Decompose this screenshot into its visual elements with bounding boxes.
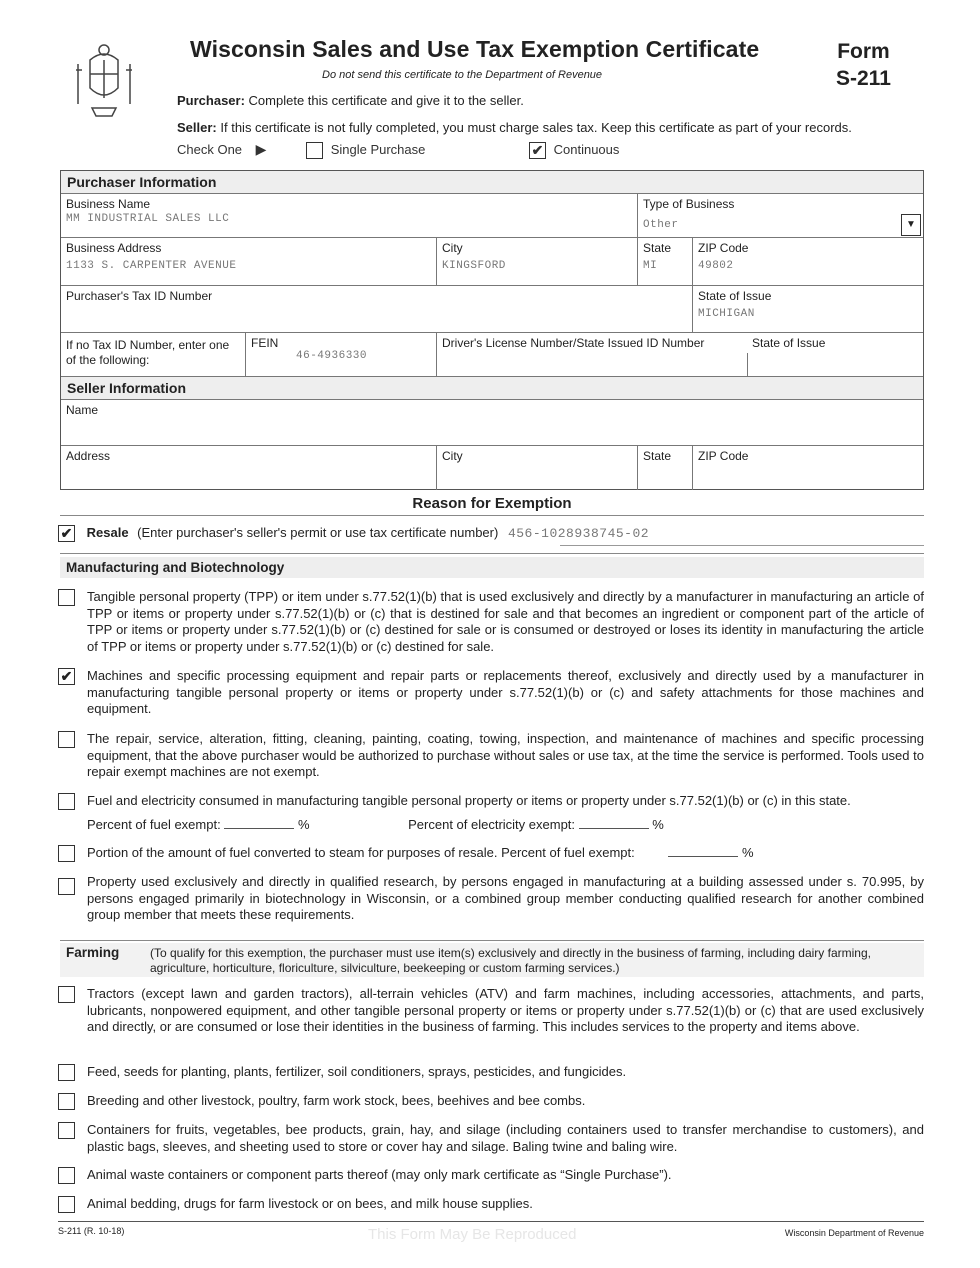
manufacturing-item — [58, 793, 924, 833]
item-text: Machines and specific processing equipment and repair parts or replacements thereof, exclusively and directly used by a manufacturer in manufacturing tangible personal property or items or property under s.77.52(1)(b) or (c) and safety attachments for those machines and equipment. — [87, 668, 924, 716]
zip-value: 49802 — [698, 260, 734, 272]
seller-name-label: Name — [66, 403, 99, 417]
continuous-label: Continuous — [553, 142, 620, 157]
reason-title: Reason for Exemption — [412, 495, 572, 512]
footer-department: Wisconsin Department of Revenue — [784, 1228, 924, 1238]
manufacturing-item — [58, 874, 924, 924]
item-text: Animal waste containers or component parts thereof (may only mark certificate as “Single Purchase”). — [87, 1167, 672, 1182]
city-label: City — [442, 241, 463, 255]
business-name-field[interactable] — [61, 194, 638, 238]
form-number-value: S-211 — [836, 67, 891, 90]
item-text: Breeding and other livestock, poultry, farm work stock, bees, beehives and bee combs. — [87, 1093, 586, 1108]
item-checkbox[interactable] — [58, 1196, 75, 1213]
item-checkbox[interactable] — [58, 878, 75, 895]
fuel-percent-label: Percent of fuel exempt: — [87, 816, 221, 832]
footer-watermark: This Form May Be Reproduced — [368, 1226, 577, 1243]
farming-item — [58, 1064, 924, 1081]
electricity-percent-input[interactable] — [579, 828, 649, 829]
purchaser-text: Complete this certificate and give it to the seller. — [248, 93, 524, 108]
farming-header — [60, 943, 924, 977]
footer-form-revision: S-211 (R. 10-18) — [58, 1226, 125, 1236]
item-checkbox[interactable] — [58, 1064, 75, 1081]
purchaser-label: Purchaser: — [177, 93, 245, 108]
state-label: State — [643, 241, 672, 255]
farming-item — [58, 1167, 924, 1184]
fuel-percent-input[interactable] — [224, 828, 294, 829]
state-of-issue-value: MICHIGAN — [698, 308, 755, 320]
no-tax-id-label: If no Tax ID Number, enter one of the following: — [61, 333, 246, 377]
check-one-label: Check One — [177, 142, 243, 157]
item-checkbox[interactable] — [58, 1122, 75, 1139]
pct-sign: % — [742, 845, 754, 860]
manufacturing-item — [58, 589, 924, 655]
tax-id-label: Purchaser's Tax ID Number — [66, 289, 213, 303]
fein-field[interactable] — [246, 333, 437, 377]
address-value: 1133 S. CARPENTER AVENUE — [66, 260, 237, 272]
tax-id-field[interactable] — [61, 286, 693, 333]
wisconsin-seal-logo — [68, 40, 140, 118]
zip-field[interactable] — [693, 238, 923, 286]
subtitle: Do not send this certificate to the Department of Revenue — [322, 69, 603, 81]
item-text: Property used exclusively and directly in qualified research, by persons engaged in manufacturing at a building assessed under s. 70.995, by persons engaged primarily in biotechnology in Wisconsin, or a combined group member conducting qualified research for another combined group member that meets these requirements. — [87, 874, 924, 922]
seller-zip-field[interactable] — [693, 446, 923, 490]
dl-state-of-issue-field[interactable] — [747, 333, 923, 377]
item-checkbox[interactable] — [58, 731, 75, 748]
resale-text: (Enter purchaser's seller's permit or use tax certificate number) — [137, 525, 499, 540]
seller-city-field[interactable] — [437, 446, 638, 490]
single-purchase-label: Single Purchase — [330, 142, 426, 157]
farming-item — [58, 1093, 924, 1110]
seller-address-label: Address — [66, 449, 111, 463]
item-text: Portion of the amount of fuel converted to steam for purposes of resale. Percent of fuel exempt: — [87, 845, 635, 860]
item-checkbox[interactable] — [58, 845, 75, 862]
item-checkbox[interactable] — [58, 793, 75, 810]
chevron-down-icon[interactable]: ▼ — [901, 214, 921, 236]
item-text: Containers for fruits, vegetables, bee products, grain, hay, and silage (including containers used to transfer merchandise to customers), and plastic bags, sleeves, and sheeting used to store or cover hay and silage. Baling twine and baling wire. — [87, 1122, 924, 1154]
manufacturing-item — [58, 668, 924, 718]
item-text: Tangible personal property (TPP) or item under s.77.52(1)(b) that is used exclusively and directly by a manufacturer in manufacturing an article of TPP or items or property under s.77.52(1)(b) or (c) that is destined for sale and that becomes an ingredient or component part of the article of TPP or items or property under s.77.52(1)(b) or (c) destined for sale or is consumed or destroyed or loses its identity in manufacturing the article of TPP or items or property under s.77.52(1)(b) or (c) destined for sale. — [87, 589, 924, 654]
manufacturing-item — [58, 845, 924, 862]
seller-instruction — [177, 120, 852, 135]
purchaser-instruction — [177, 93, 524, 108]
item-text: Fuel and electricity consumed in manufacturing tangible personal property or items or property under s.77.52(1)(b) or (c) in this state. — [87, 793, 851, 808]
business-name-value: MM INDUSTRIAL SALES LLC — [66, 213, 230, 225]
dl-label: Driver's License Number/State Issued ID Number — [442, 336, 705, 350]
fein-value: 46-4936330 — [296, 350, 368, 362]
seller-text: If this certificate is not fully completed, you must charge sales tax. Keep this certificate as part of your records. — [220, 120, 852, 135]
business-address-field[interactable] — [61, 238, 437, 286]
seller-name-field[interactable] — [61, 400, 923, 446]
drivers-license-field[interactable] — [437, 333, 747, 377]
form-title: Wisconsin Sales and Use Tax Exemption Certificate — [190, 36, 760, 62]
pct-sign: % — [652, 816, 664, 832]
type-value: Other — [643, 219, 679, 231]
address-label: Business Address — [66, 241, 162, 255]
resale-number[interactable]: 456-1028938745-02 — [507, 526, 650, 541]
form-label: Form — [837, 40, 890, 63]
dl-state-label: State of Issue — [752, 336, 826, 350]
type-of-business-select[interactable] — [638, 194, 923, 238]
item-checkbox[interactable] — [58, 986, 75, 1003]
seller-address-field[interactable] — [61, 446, 437, 490]
city-value: KINGSFORD — [442, 260, 506, 272]
seller-state-label: State — [643, 449, 672, 463]
resale-row — [58, 525, 649, 542]
farming-item — [58, 1196, 924, 1213]
farming-title: Farming — [66, 945, 120, 960]
item-checkbox[interactable] — [58, 1167, 75, 1184]
item-text: The repair, service, alteration, fitting, cleaning, painting, coating, towing, inspection, and maintenance of machines and specific processing equipment, that the above purchaser would be authorized to purchase without sales or use tax, at the time the service is performed. Tools used to repair exempt machines are not exempt. — [87, 731, 924, 779]
fein-label: FEIN — [251, 336, 279, 350]
manufacturing-item — [58, 731, 924, 781]
business-name-label: Business Name — [66, 197, 151, 211]
item-checkbox[interactable]: ✔ — [58, 668, 75, 685]
farming-note: (To qualify for this exemption, the purchaser must use item(s) exclusively and directly in the business of farming, including dairy farming, agriculture, horticulture, floriculture, silviculture, beekeeping or custom farming services.) — [150, 946, 871, 975]
city-field[interactable] — [437, 238, 638, 286]
arrow-right-icon: ▶ — [255, 141, 267, 157]
state-field[interactable] — [638, 238, 693, 286]
state-of-issue-label: State of Issue — [698, 289, 772, 303]
steam-fuel-percent-input[interactable] — [668, 856, 738, 857]
form-number — [836, 38, 891, 92]
check-one-row — [177, 141, 619, 159]
item-checkbox[interactable] — [58, 589, 75, 606]
item-text: Feed, seeds for planting, plants, fertilizer, soil conditioners, sprays, pesticides, and fungicides. — [87, 1064, 627, 1079]
manufacturing-header: Manufacturing and Biotechnology — [60, 557, 924, 578]
purchaser-section-header: Purchaser Information — [61, 171, 923, 194]
electricity-percent-label: Percent of electricity exempt: — [408, 816, 576, 832]
item-text: Animal bedding, drugs for farm livestock or on bees, and milk house supplies. — [87, 1196, 533, 1211]
type-label: Type of Business — [643, 197, 735, 211]
state-of-issue-field[interactable] — [693, 286, 923, 333]
single-purchase-checkbox[interactable] — [306, 142, 323, 159]
continuous-checkbox[interactable]: ✔ — [529, 142, 546, 159]
state-value: MI — [643, 260, 658, 272]
seller-zip-label: ZIP Code — [698, 449, 749, 463]
item-text: Tractors (except lawn and garden tractors), all-terrain vehicles (ATV) and farm machines, including accessories, attachments, and parts, lubricants, nonpowered equipment, and other tangible personal property or items or property under s.77.52(1)(b) or (c) that are used exclusively and directly, or are consumed or lose their identities in the business of farming. This includes services to the property and items above. — [87, 986, 924, 1034]
resale-checkbox[interactable]: ✔ — [58, 525, 75, 542]
resale-label: Resale — [86, 525, 129, 540]
seller-section-header: Seller Information — [61, 377, 923, 400]
pct-sign: % — [297, 816, 310, 832]
seller-state-field[interactable] — [638, 446, 693, 490]
item-checkbox[interactable] — [58, 1093, 75, 1110]
seller-city-label: City — [442, 449, 463, 463]
farming-item — [58, 986, 924, 1036]
seller-label: Seller: — [177, 120, 217, 135]
purchaser-seller-table — [60, 170, 924, 490]
farming-item — [58, 1122, 924, 1155]
zip-label: ZIP Code — [698, 241, 749, 255]
